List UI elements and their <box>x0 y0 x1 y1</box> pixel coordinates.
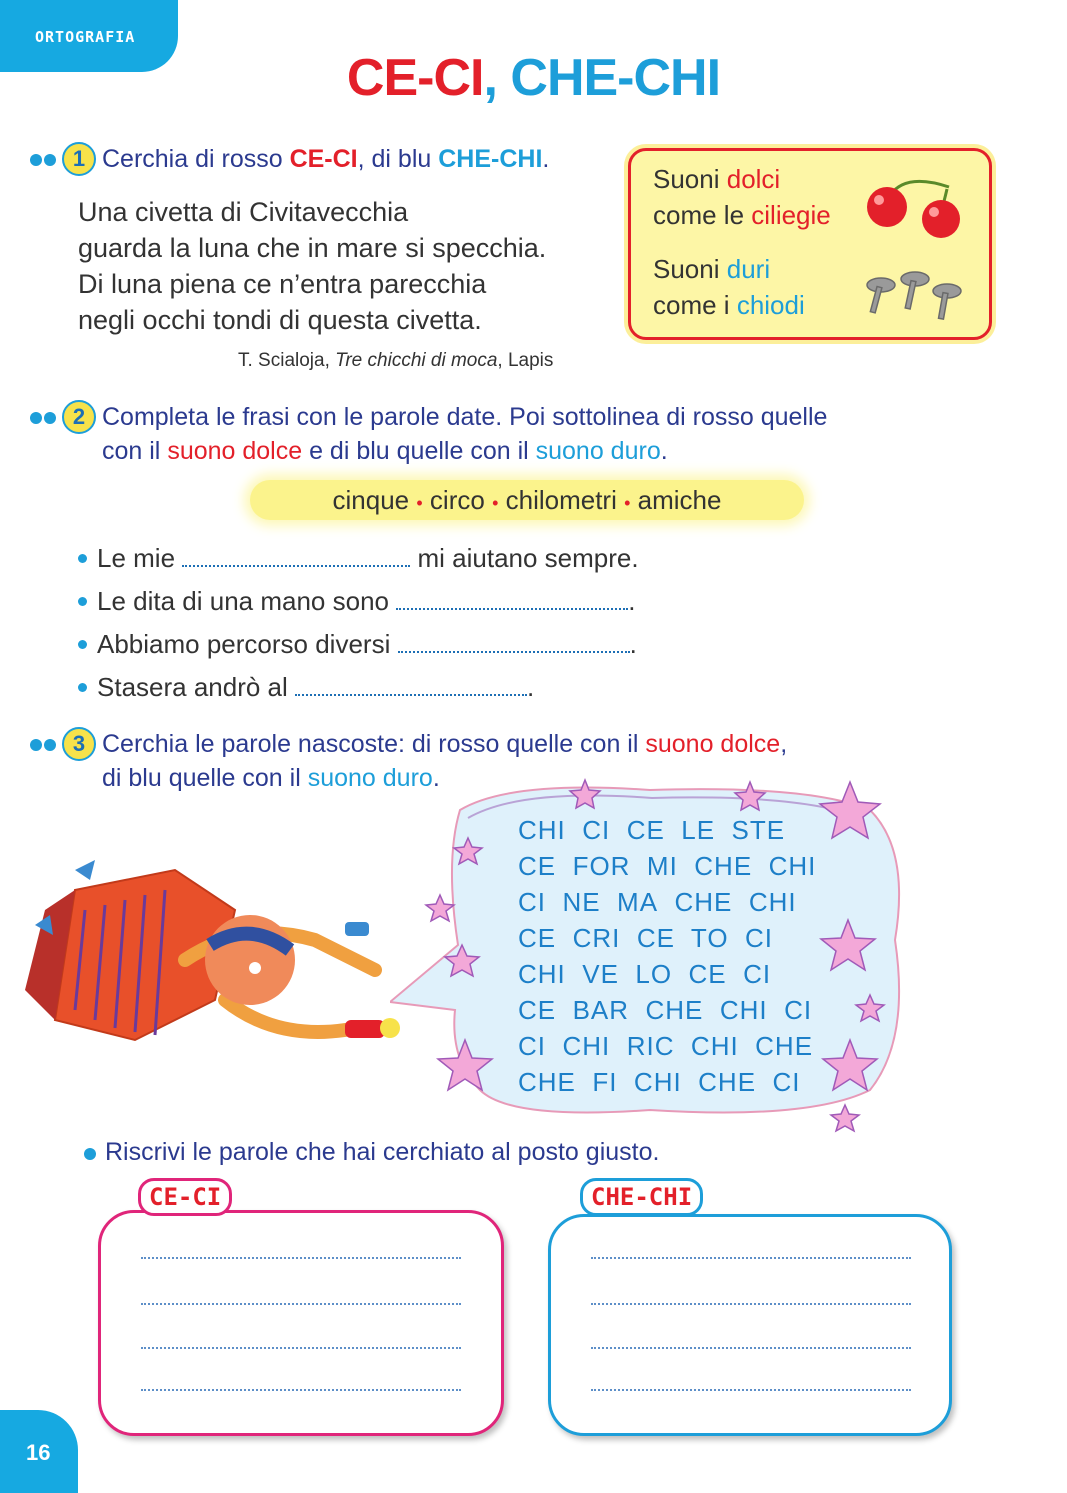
poem <box>78 194 546 338</box>
difficulty-dots-2 <box>30 411 60 427</box>
rewrite-instruction: Riscrivi le parole che hai cerchiato al posto giusto. <box>105 1138 660 1166</box>
box-label-hard: CHE-CHI <box>580 1178 703 1216</box>
word-bank-item: circo <box>429 485 485 515</box>
answer-line[interactable] <box>141 1389 461 1391</box>
soft-rule: Suoni dolci come le ciliegie <box>653 164 831 230</box>
poem-line: guarda la luna che in mare si specchia. <box>78 233 547 263</box>
answer-line[interactable] <box>591 1389 911 1391</box>
difficulty-dots-1 <box>30 153 60 169</box>
answer-line[interactable] <box>591 1303 911 1305</box>
superhero-illustration <box>15 850 435 1080</box>
answer-box-soft[interactable] <box>98 1210 504 1436</box>
grid-row: CHI CI CE LE STE <box>518 815 786 845</box>
exercise-number-3: 3 <box>62 727 96 761</box>
grid-row: CE CRI CE TO CI <box>518 923 774 953</box>
sentence-3: Abbiamo percorso diversi . <box>78 626 637 662</box>
poem-source: T. Scialoja, Tre chicchi di moca, Lapis <box>238 350 554 371</box>
answer-box-hard[interactable] <box>548 1214 952 1436</box>
answer-blank-3[interactable] <box>398 631 630 653</box>
title-separator: , <box>483 49 497 107</box>
sentence-2: Le dita di una mano sono . <box>78 583 635 619</box>
nails-icon <box>859 269 971 325</box>
sentence-4: Stasera andrò al . <box>78 669 534 705</box>
box-label-soft: CE-CI <box>138 1178 232 1216</box>
grid-row: CHI VE LO CE CI <box>518 959 772 989</box>
answer-blank-4[interactable] <box>295 674 527 696</box>
bullet-icon <box>84 1148 96 1160</box>
word-bank-item: chilometri <box>505 485 617 515</box>
title-hard: CHE-CHI <box>510 49 721 107</box>
word-bank-item: amiche <box>637 485 722 515</box>
exercise2-instruction: Completa le frasi con le parole date. Poi sottolinea di rosso quelle con il suono dolce e di blu quelle con il suono duro. <box>102 403 828 465</box>
title-soft: CE-CI <box>346 49 484 107</box>
poem-line: Una civetta di Civitavecchia <box>78 197 409 227</box>
grid-row: CI CHI RIC CHI CHE <box>518 1031 814 1061</box>
grid-row: CE FOR MI CHE CHI <box>518 851 817 881</box>
exercise3-instruction: Cerchia le parole nascoste: di rosso quelle con il suono dolce, di blu quelle con il suono duro. <box>102 730 788 792</box>
grid-row: CE BAR CHE CHI CI <box>518 995 813 1025</box>
answer-line[interactable] <box>591 1347 911 1349</box>
grid-row: CHE FI CHI CHE CI <box>518 1067 801 1097</box>
sentence-1: Le mie mi aiutano sempre. <box>78 540 639 576</box>
answer-line[interactable] <box>141 1347 461 1349</box>
word-bank: cinque • circo • chilometri • amiche <box>250 480 804 520</box>
page-title <box>0 48 1067 108</box>
difficulty-dots-3 <box>30 738 60 754</box>
cherries-icon <box>859 167 971 239</box>
answer-line[interactable] <box>141 1303 461 1305</box>
exercise-number-2: 2 <box>62 400 96 434</box>
answer-line[interactable] <box>591 1257 911 1259</box>
poem-line: negli occhi tondi di questa civetta. <box>78 305 482 335</box>
poem-line: Di luna piena ce n’entra parecchia <box>78 269 487 299</box>
rule-box <box>628 148 992 340</box>
answer-blank-2[interactable] <box>396 588 628 610</box>
exercise-number-1: 1 <box>62 142 96 176</box>
answer-line[interactable] <box>141 1257 461 1259</box>
answer-blank-1[interactable] <box>182 545 410 567</box>
section-label: ORTOGRAFIA <box>35 28 136 46</box>
word-grid <box>518 812 816 1100</box>
grid-row: CI NE MA CHE CHI <box>518 887 797 917</box>
exercise1-instruction: Cerchia di rosso CE-CI, di blu CHE-CHI. <box>102 145 550 173</box>
word-bank-item: cinque <box>332 485 410 515</box>
hard-rule: Suoni duri come i chiodi <box>653 254 805 320</box>
page-number: 16 <box>26 1440 51 1465</box>
